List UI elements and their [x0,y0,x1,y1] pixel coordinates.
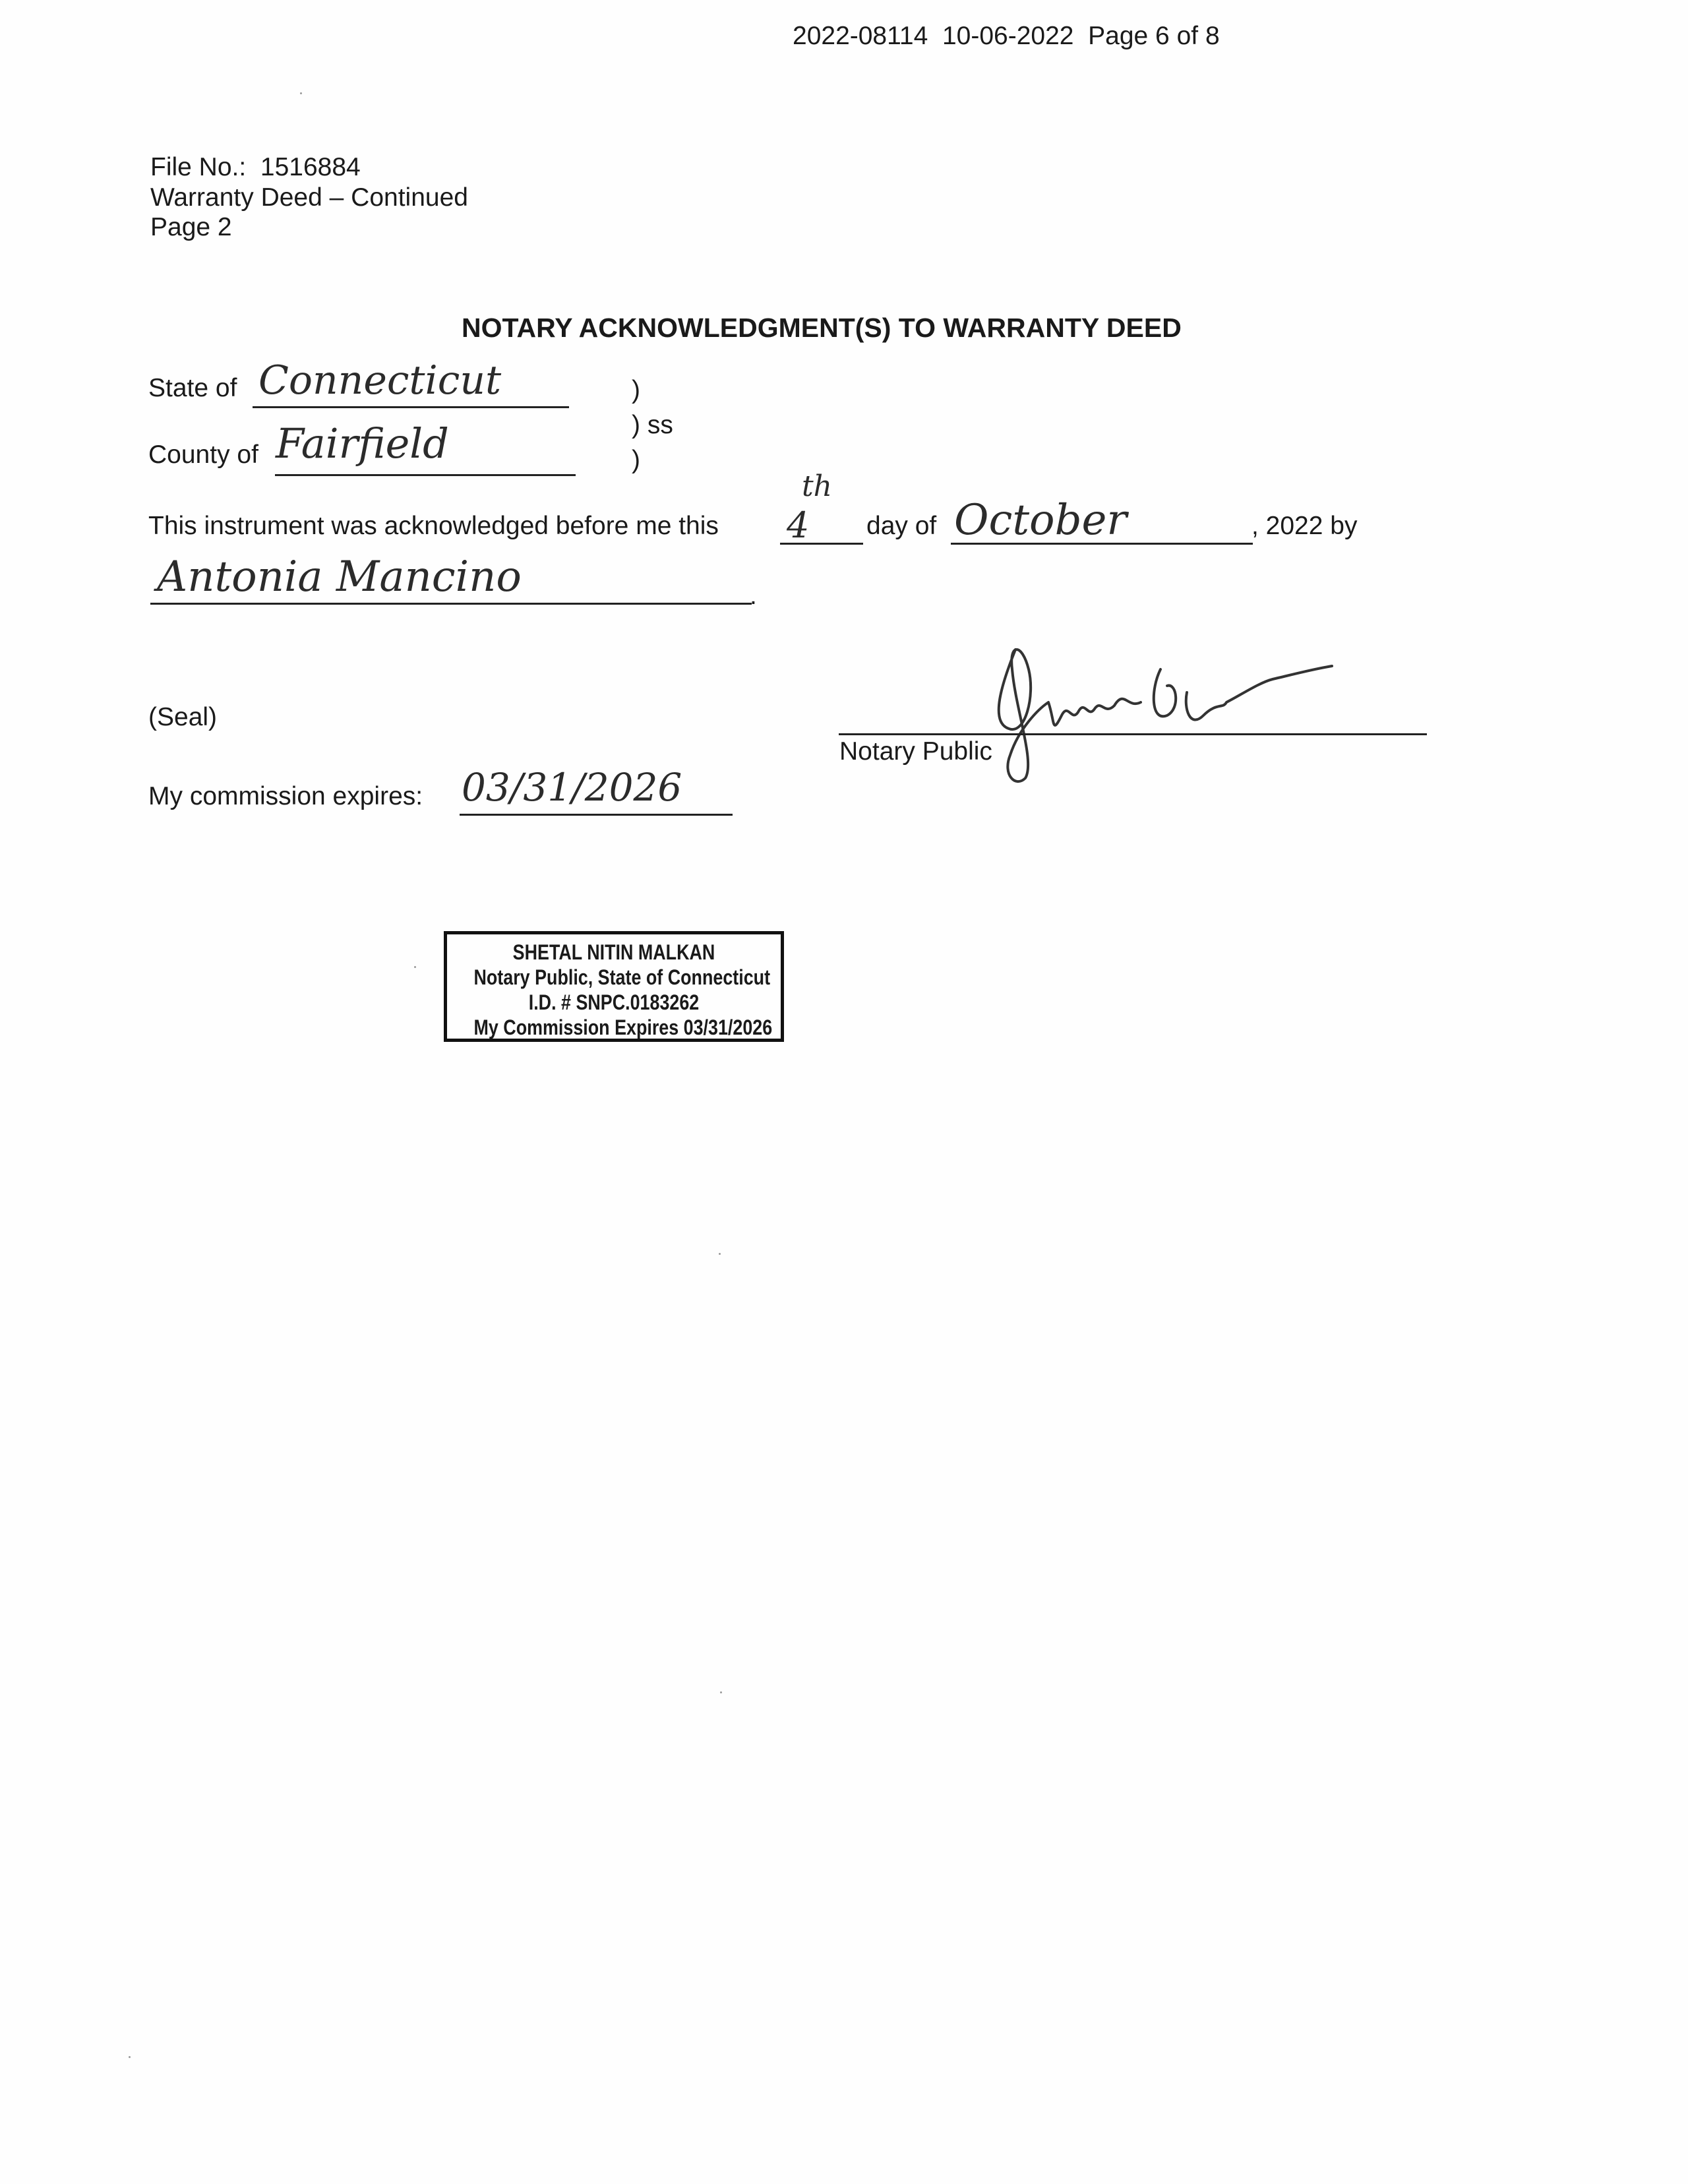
file-number: File No.: 1516884 [150,153,361,181]
month-handwritten: October [954,496,1127,545]
commission-handwritten: 03/31/2026 [462,765,682,810]
day-handwritten: 4 [787,504,810,546]
month-underline [951,543,1253,545]
scan-speck [414,966,416,968]
bracket-ss: ) ss [632,411,673,439]
stamp-title: Notary Public, State of Connecticut [473,965,771,989]
state-underline [253,406,569,408]
county-handwritten: Fairfield [276,419,449,468]
commission-label: My commission expires: [148,782,423,810]
year-text: , 2022 by [1251,512,1358,540]
commission-underline [460,814,733,816]
stamp-expiry: My Commission Expires 03/31/2026 [473,1016,773,1039]
day-suffix-handwritten: th [802,470,833,503]
scan-speck [719,1253,721,1255]
day-of-text: day of [866,512,937,540]
scan-speck [300,92,302,94]
notary-stamp [444,931,784,1042]
page-indicator: Page 2 [150,213,232,241]
bracket-3: ) [632,446,640,474]
signer-name-underline [150,603,752,605]
county-label: County of [148,440,258,469]
notary-signature [963,630,1345,788]
scan-speck [720,1691,722,1693]
document-title-continued: Warranty Deed – Continued [150,183,468,212]
county-underline [275,474,576,476]
page-title: NOTARY ACKNOWLEDGMENT(S) TO WARRANTY DEED [462,313,1182,343]
recording-header: 2022-08114 10-06-2022 Page 6 of 8 [793,22,1220,50]
scan-speck [129,2056,131,2058]
seal-label: (Seal) [148,703,218,731]
notary-signature-underline [839,733,1427,735]
notary-public-label: Notary Public [839,737,992,766]
state-handwritten: Connecticut [258,357,502,404]
signer-name-handwritten: Antonia Mancino [157,553,522,601]
bracket-1: ) [632,376,640,404]
acknowledgment-text: This instrument was acknowledged before me this [148,512,719,540]
day-underline [780,543,863,545]
stamp-id: I.D. # SNPC.0183262 [528,990,700,1014]
signer-name-period: . [750,582,757,610]
stamp-name: SHETAL NITIN MALKAN [512,940,715,964]
state-label: State of [148,374,237,402]
